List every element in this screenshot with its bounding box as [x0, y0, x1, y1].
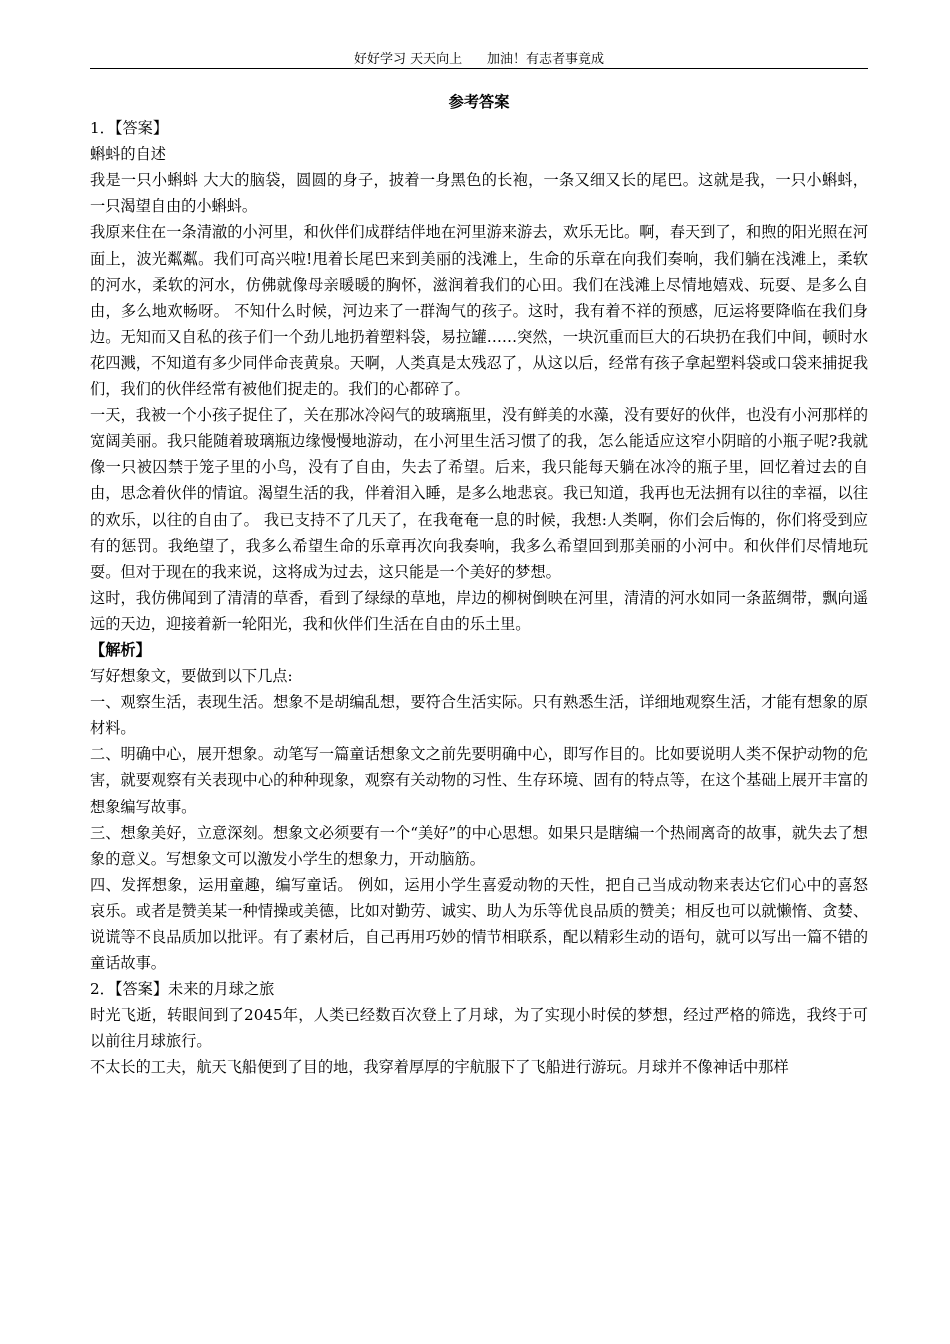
answer-2-paragraph: 时光飞逝，转眼间到了2045年，人类已经数百次登上了月球，为了实现小时侯的梦想，经过严格的筛选，我终于可以前往月球旅行。 — [90, 1006, 868, 1051]
running-header: 好好学习 天天向上 加油！有志者事竟成 — [354, 52, 604, 67]
answer-2-essay-title: 未来的月球之旅 — [168, 980, 275, 999]
answer-1-paragraph: 这时，我仿佛闻到了清清的草香，看到了绿绿的草地，岸边的柳树倒映在河里，清清的河水如同一条蓝绸带，飘向遥远的天边，迎接着新一轮阳光，我和伙伴们生活在自由的乐土里。 — [90, 588, 868, 633]
analysis-point: 四、发挥想象，运用童趣，编写童话。 例如，运用小学生喜爱动物的天性，把自己当成动物来表达它们心中的喜怒哀乐。或者是赞美某一种情操或美德，比如对勤劳、诚实、助人为乐等优良品质的赞美；相反也可以就懒惰、贪婪、说谎等不良品质加以批评。有了素材后，自己再用巧妙的情节相联系，配以精彩生动的语句，就可以写出一篇不错的童话故事。 — [90, 875, 868, 973]
answer-2-heading — [90, 976, 868, 1002]
answer-2-paragraph: 不太长的工夫，航天飞船便到了目的地，我穿着厚厚的宇航服下了飞船进行游玩。月球并不像神话中那样 — [90, 1058, 789, 1077]
analysis-intro: 写好想象文，要做到以下几点: — [90, 667, 293, 686]
header-rule — [90, 68, 868, 69]
answer-2-label: 2．【答案】 — [90, 980, 169, 999]
answer-1-essay-title: 蝌蚪的自述 — [90, 145, 166, 164]
answer-1-label: 1．【答案】 — [90, 119, 169, 138]
document-title: 参考答案 — [448, 93, 510, 111]
analysis-label: 【解析】 — [90, 640, 151, 659]
document-body — [90, 89, 868, 1081]
answer-1-paragraph: 我原来住在一条清澈的小河里，和伙伴们成群结伴地在河里游来游去，欢乐无比。啊，春天到了，和煦的阳光照在河面上，波光粼粼。我们可高兴啦!甩着长尾巴来到美丽的浅滩上，生命的乐章在向我们奏响，我们躺在浅滩上，柔软的河水，柔软的河水，仿佛就像母亲暖暖的胸怀，滋润着我们的心田。我们在浅滩上尽情地嬉戏、玩耍、是多么自由，多么地欢畅呀。 不知什么时候，河边来了一群淘气的孩子。这时，我有着不祥的预感，厄运将要降临在我们身边。无知而又自私的孩子们一个劲儿地扔着塑料袋，易拉罐……突然，一块沉重而巨大的石块扔在我们中间，顿时水花四溅，不知道有多少同伴命丧黄泉。天啊，人类真是太残忍了，从这以后，经常有孩子拿起塑料袋或口袋来捕捉我们，我们的伙伴经常有被他们捉走的。我们的心都碎了。 — [90, 223, 868, 399]
analysis-point: 一、观察生活，表现生活。想象不是胡编乱想，要符合生活实际。只有熟悉生活，详细地观察生活，才能有想象的原材料。 — [90, 693, 868, 738]
analysis-point: 三、想象美好，立意深刻。想象文必须要有一个“美好”的中心思想。如果只是瞎编一个热闹离奇的故事，就失去了想象的意义。写想象文可以激发小学生的想象力，开动脑筋。 — [90, 823, 868, 868]
answer-1-paragraph: 一天，我被一个小孩子捉住了，关在那冰冷闷气的玻璃瓶里，没有鲜美的水藻，没有要好的伙伴，也没有小河那样的宽阔美丽。我只能随着玻璃瓶边缘慢慢地游动，在小河里生活习惯了的我，怎么能适应这窄小阴暗的小瓶子呢?我就像一只被囚禁于笼子里的小鸟，没有了自由，失去了希望。后来，我只能每天躺在冰冷的瓶子里，回忆着过去的自由，思念着伙伴的情谊。渴望生活的我，伴着泪入睡，是多么地悲哀。我已知道，我再也无法拥有以往的幸福，以往的欢乐，以往的自由了。 我已支持不了几天了，在我奄奄一息的时候，我想:人类啊，你们会后悔的，你们将受到应有的惩罚。我绝望了，我多么希望生命的乐章再次向我奏响，我多么希望回到那美丽的小河中。和伙伴们尽情地玩耍。但对于现在的我来说，这将成为过去，这只能是一个美好的梦想。 — [90, 406, 868, 581]
analysis-point: 二、明确中心，展开想象。动笔写一篇童话想象文之前先要明确中心，即写作目的。比如要说明人类不保护动物的危害，就要观察有关表现中心的种种现象，观察有关动物的习性、生存环境、固有的特点等，在这个基础上展开丰富的想象编写故事。 — [90, 745, 868, 816]
answer-1-paragraph: 我是一只小蝌蚪 大大的脑袋，圆圆的身子，披着一身黑色的长袍，一条又细又长的尾巴。这就是我，一只小蝌蚪，一只渴望自由的小蝌蚪。 — [90, 171, 868, 216]
